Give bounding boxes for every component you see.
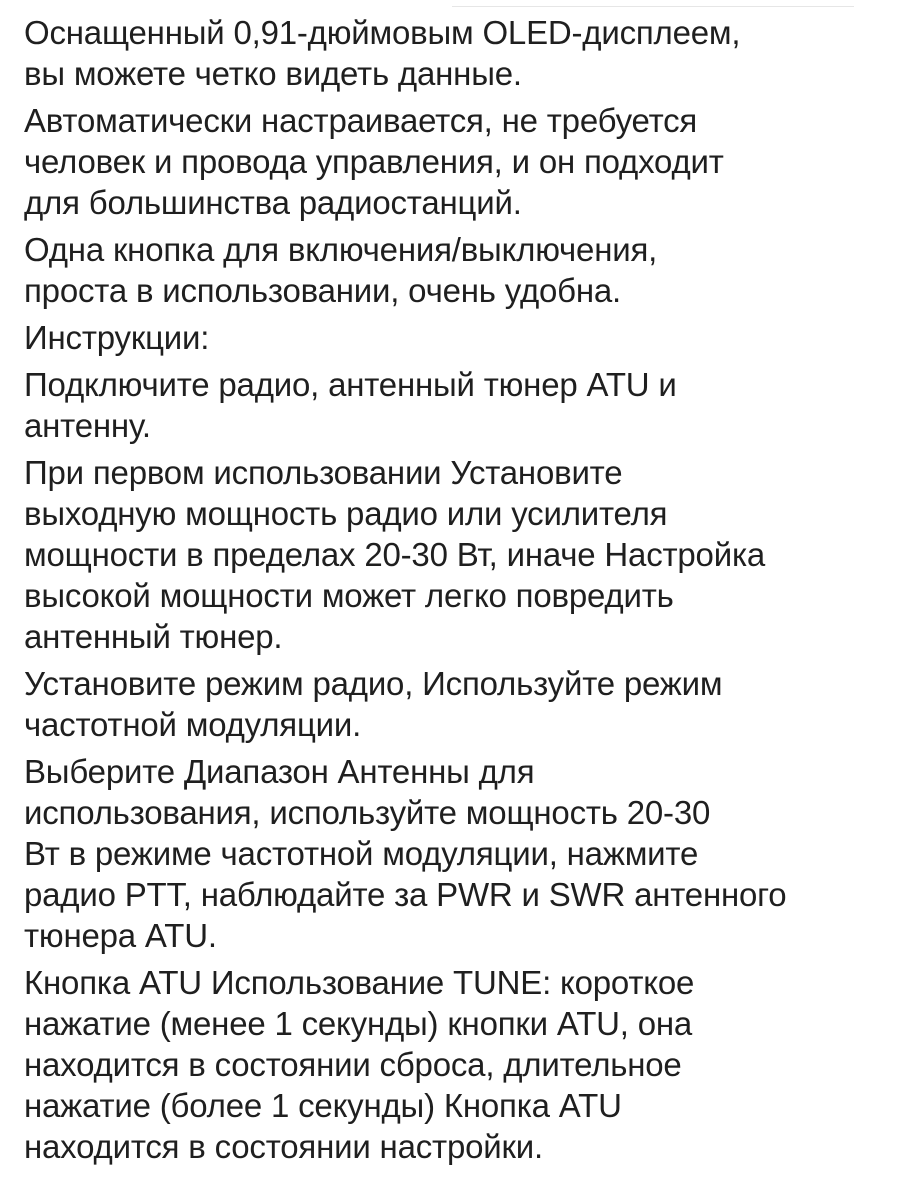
description-paragraph bbox=[24, 751, 874, 956]
text-line: Выберите Диапазон Антенны для bbox=[24, 753, 535, 790]
text-line: выходную мощность радио или усилителя bbox=[24, 495, 668, 532]
description-paragraph bbox=[24, 663, 874, 745]
text-line: Кнопка ATU Использование TUNE: короткое bbox=[24, 964, 695, 1001]
text-line: нажатие (менее 1 секунды) кнопки ATU, она bbox=[24, 1005, 693, 1042]
text-line: Оснащенный 0,91-дюймовым OLED-дисплеем, bbox=[24, 14, 741, 51]
description-paragraph bbox=[24, 229, 874, 311]
text-line: радио PTT, наблюдайте за PWR и SWR антенного bbox=[24, 876, 787, 913]
description-paragraph bbox=[24, 364, 874, 446]
text-line: антенный тюнер. bbox=[24, 618, 283, 655]
description-paragraph bbox=[24, 962, 874, 1167]
product-description bbox=[24, 12, 874, 1173]
text-line: При первом использовании Установите bbox=[24, 454, 623, 491]
description-paragraph bbox=[24, 100, 874, 223]
text-line: Одна кнопка для включения/выключения, bbox=[24, 231, 658, 268]
text-line: использования, используйте мощность 20-30 bbox=[24, 794, 711, 831]
text-line: для большинства радиостанций. bbox=[24, 184, 522, 221]
text-line: Автоматически настраивается, не требуется bbox=[24, 102, 698, 139]
text-line: мощности в пределах 20-30 Вт, иначе Настройка bbox=[24, 536, 766, 573]
top-divider bbox=[452, 6, 854, 7]
description-paragraph bbox=[24, 12, 874, 94]
text-line: находится в состоянии сброса, длительное bbox=[24, 1046, 682, 1083]
text-line: антенну. bbox=[24, 407, 151, 444]
text-line: тюнера ATU. bbox=[24, 917, 217, 954]
description-paragraph bbox=[24, 452, 874, 657]
text-line: Вт в режиме частотной модуляции, нажмите bbox=[24, 835, 699, 872]
text-line: находится в состоянии настройки. bbox=[24, 1128, 543, 1165]
text-line: Установите режим радио, Используйте режим bbox=[24, 665, 723, 702]
text-line: проста в использовании, очень удобна. bbox=[24, 272, 621, 309]
text-line: вы можете четко видеть данные. bbox=[24, 55, 522, 92]
text-line: высокой мощности может легко повредить bbox=[24, 577, 674, 614]
text-line: Подключите радио, антенный тюнер ATU и bbox=[24, 366, 677, 403]
text-line: человек и провода управления, и он подходит bbox=[24, 143, 724, 180]
description-paragraph bbox=[24, 317, 874, 358]
text-line: Инструкции: bbox=[24, 319, 210, 356]
text-line: частотной модуляции. bbox=[24, 706, 362, 743]
text-line: нажатие (более 1 секунды) Кнопка ATU bbox=[24, 1087, 622, 1124]
